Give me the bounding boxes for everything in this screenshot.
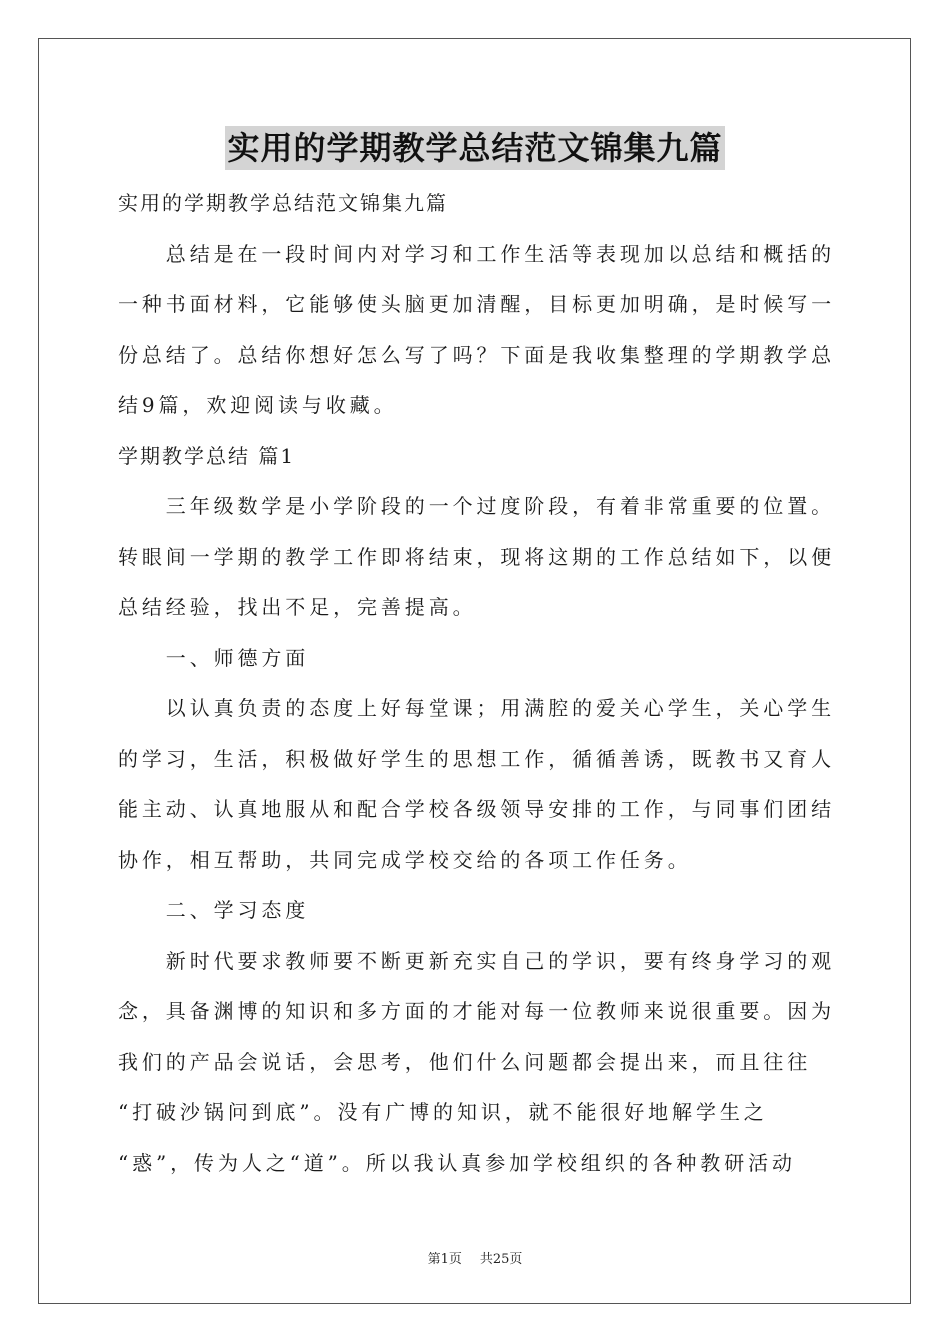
paragraph-line: 我们的产品会说话，会思考，他们什么问题都会提出来，而且往往 [118, 1049, 812, 1074]
subsection-heading: 二、学习态度 [118, 898, 310, 922]
paragraph-line: 新时代要求教师要不断更新充实自己的学识，要有终身学习的观 [118, 948, 835, 973]
paragraph-line: “打破沙锅问到底”。没有广博的知识，就不能很好地解学生之 [118, 1100, 768, 1124]
paragraph-line: 以认真负责的态度上好每堂课；用满腔的爱关心学生，关心学生 [118, 696, 835, 720]
subsection-heading: 一、师德方面 [118, 645, 310, 670]
paragraph-line: “惑”，传为人之“道”。所以我认真参加学校组织的各种教研活动 [118, 1150, 796, 1175]
page-total: 共25页 [479, 1252, 523, 1267]
paragraph-line: 总结经验，找出不足，完善提高。 [118, 595, 477, 619]
section-heading: 学期教学总结 篇1 [118, 443, 296, 468]
paragraph-line: 三年级数学是小学阶段的一个过度阶段，有着非常重要的位置。 [118, 494, 835, 518]
paragraph-line: 能主动、认真地服从和配合学校各级领导安排的工作，与同事们团结 [118, 797, 835, 821]
page-footer [0, 1248, 950, 1267]
title-wrap [0, 126, 950, 170]
document-title: 实用的学期教学总结范文锦集九篇 [225, 126, 724, 170]
paragraph-line: 念，具备渊博的知识和多方面的才能对每一位教师来说很重要。因为 [118, 999, 835, 1023]
paragraph-line: 的学习，生活，积极做好学生的思想工作，循循善诱，既教书又育人 [118, 746, 835, 771]
page-number: 第1页 [427, 1252, 462, 1267]
paragraph-line: 转眼间一学期的教学工作即将结束，现将这期的工作总结如下，以便 [118, 544, 835, 569]
document-body [118, 178, 834, 1188]
paragraph-line: 协作，相互帮助，共同完成学校交给的各项工作任务。 [118, 847, 692, 872]
paragraph-line: 份总结了。总结你想好怎么写了吗？下面是我收集整理的学期教学总 [118, 342, 835, 367]
paragraph-line: 结9篇，欢迎阅读与收藏。 [118, 393, 398, 417]
paragraph-line: 一种书面材料，它能够使头脑更加清醒，目标更加明确，是时候写一 [118, 292, 835, 316]
paragraph-line: 总结是在一段时间内对学习和工作生活等表现加以总结和概括的 [118, 241, 835, 266]
subtitle-line: 实用的学期教学总结范文锦集九篇 [118, 191, 448, 215]
